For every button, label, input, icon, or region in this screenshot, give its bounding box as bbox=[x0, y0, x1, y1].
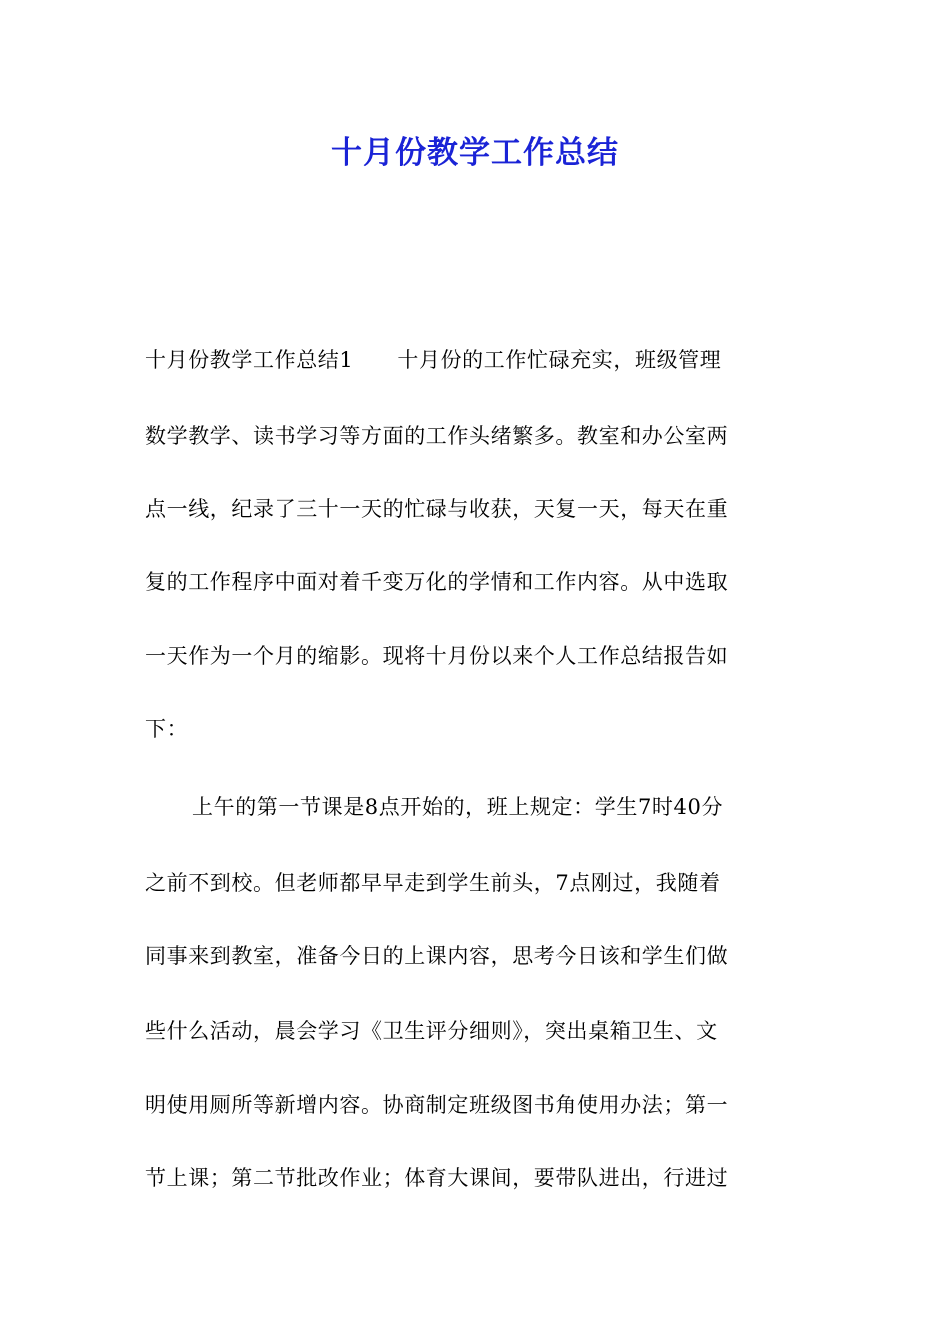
text-line-4: 复的工作程序中面对着千变万化的学情和工作内容。从中选取 bbox=[145, 570, 729, 594]
text-line-6: 下： bbox=[145, 717, 189, 741]
text-line-5: 一天作为一个月的缩影。现将十月份以来个人工作总结报告如 bbox=[145, 644, 729, 668]
text-line-10: 些什么活动，晨会学习《卫生评分细则》，突出桌箱卫生、文 bbox=[145, 1019, 718, 1043]
text-line-12: 节上课；第二节批改作业；体育大课间，要带队进出，行进过 bbox=[145, 1166, 729, 1190]
line-text: 十月份的工作忙碌充实，班级管理 bbox=[397, 348, 722, 372]
text-line-9: 同事来到教室，准备今日的上课内容，思考今日该和学生们做 bbox=[145, 944, 729, 968]
text-line-2: 数学教学、读书学习等方面的工作头绪繁多。教室和办公室两 bbox=[145, 424, 729, 448]
section-heading: 十月份教学工作总结1 bbox=[145, 348, 354, 372]
text-line-3: 点一线，纪录了三十一天的忙碌与收获，天复一天，每天在重 bbox=[145, 497, 729, 521]
text-line-7: 上午的第一节课是8点开始的，班上规定：学生7时40分 bbox=[192, 795, 724, 819]
document-title: 十月份教学工作总结 bbox=[331, 135, 619, 171]
text-line-8: 之前不到校。但老师都早早走到学生前头，7点刚过，我随着 bbox=[145, 871, 721, 895]
text-line-11: 明使用厕所等新增内容。协商制定班级图书角使用办法；第一 bbox=[145, 1093, 729, 1117]
text-line-1 bbox=[145, 345, 810, 375]
